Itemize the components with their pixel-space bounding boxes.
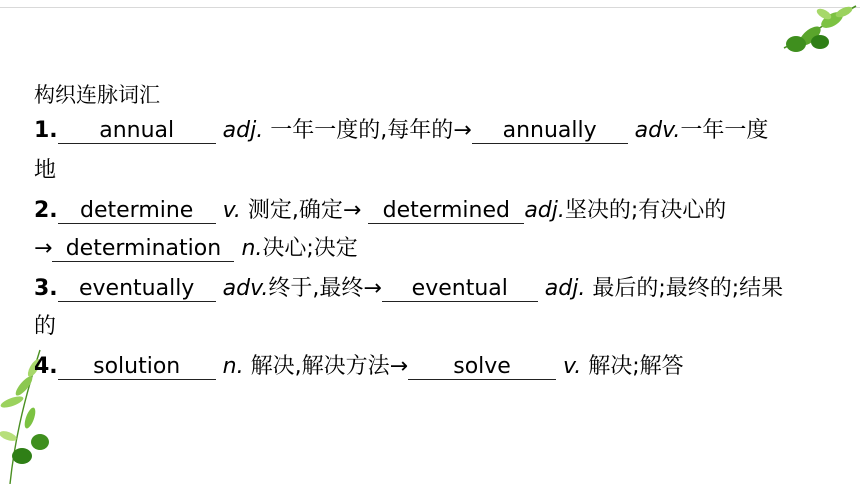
- answer-blank: [58, 274, 216, 304]
- part-of-speech: v.: [563, 354, 582, 379]
- answer-text: determine: [80, 198, 194, 223]
- item-number: 3.: [34, 276, 58, 301]
- vocab-item-2: [34, 196, 726, 226]
- meaning-text: 终于,最终→: [268, 276, 382, 301]
- meaning-text: 解决,解决方法→: [243, 354, 409, 379]
- answer-text: solve: [453, 354, 511, 379]
- part-of-speech: adv.: [634, 118, 681, 143]
- answer-blank: [408, 352, 556, 382]
- vocab-item-1-continuation: 地: [34, 158, 57, 183]
- meaning-text: 一年一度的,每年的→: [263, 118, 472, 143]
- answer-text: determination: [65, 236, 222, 261]
- meaning-text: 决心;决定: [262, 236, 358, 261]
- part-of-speech: n.: [222, 354, 244, 379]
- answer-blank: [52, 234, 234, 264]
- answer-text: eventually: [79, 276, 195, 301]
- answer-blank: [58, 196, 216, 226]
- item-number: 4.: [34, 354, 58, 379]
- section-heading: 构织连脉词汇: [34, 83, 160, 107]
- part-of-speech: n.: [241, 236, 263, 261]
- answer-text: solution: [93, 354, 181, 379]
- part-of-speech: adj.: [524, 198, 565, 223]
- vocab-item-4: [34, 352, 684, 382]
- answer-blank: [58, 116, 216, 146]
- top-divider: [0, 7, 860, 8]
- vocab-item-1: [34, 116, 768, 146]
- answer-text: annually: [502, 118, 597, 143]
- answer-blank: [472, 116, 628, 146]
- answer-blank: [58, 352, 216, 382]
- answer-text: annual: [99, 118, 175, 143]
- vocab-item-2-continuation: [34, 234, 358, 264]
- arrow-text: →: [34, 236, 53, 261]
- answer-text: determined: [382, 198, 510, 223]
- part-of-speech: adj.: [222, 118, 264, 143]
- vocab-item-3-continuation: 的: [34, 314, 57, 339]
- answer-blank: [382, 274, 538, 304]
- vocab-item-3: [34, 274, 783, 304]
- part-of-speech: adv.: [222, 276, 269, 301]
- item-number: 1.: [34, 118, 58, 143]
- part-of-speech: adj.: [544, 276, 586, 301]
- meaning-text: 最后的;最终的;结果: [585, 276, 784, 301]
- meaning-text: 坚决的;有决心的: [564, 198, 727, 223]
- answer-blank: [368, 196, 524, 226]
- answer-text: eventual: [411, 276, 508, 301]
- leaf-branch-icon: [780, 2, 860, 60]
- meaning-text: 一年一度: [680, 118, 769, 143]
- part-of-speech: v.: [222, 198, 241, 223]
- meaning-text: 解决;解答: [581, 354, 684, 379]
- item-number: 2.: [34, 198, 58, 223]
- meaning-text: 测定,确定→: [240, 198, 369, 223]
